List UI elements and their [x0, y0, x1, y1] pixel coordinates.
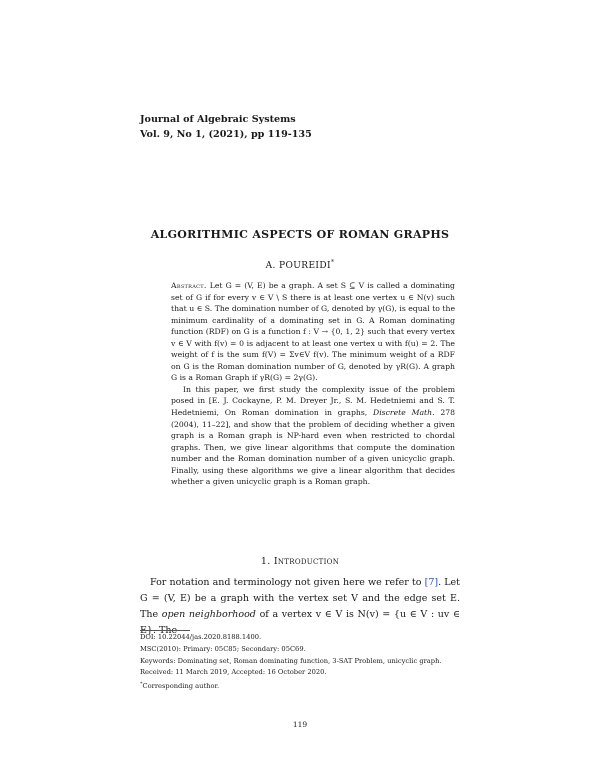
citation-link[interactable]: [7]	[424, 577, 439, 588]
footnote-keywords: Keywords: Dominating set, Roman dominating function, 3-SAT Problem, unicyclic graph.	[140, 656, 442, 665]
intro-text-3: of a vertex v ∈ V is N(v) = {u ∈ V : uv ∈ E}. The	[140, 609, 460, 636]
journal-name: Journal of Algebraic Systems	[140, 114, 296, 125]
footnote-rule	[140, 630, 190, 631]
abstract	[171, 280, 455, 488]
abstract-paragraph-1	[171, 280, 455, 384]
author-mark: *	[330, 259, 335, 266]
intro-text-2: . Let G = (V, E) be a graph with the vertex set V and the edge set E. The	[140, 577, 460, 620]
author-line	[0, 259, 600, 271]
abstract-journal-ref: Discrete Math.	[373, 408, 435, 418]
paper-title: ALGORITHMIC ASPECTS OF ROMAN GRAPHS	[150, 228, 450, 241]
footnotes	[140, 632, 470, 693]
author-name: A. POUREIDI	[265, 261, 331, 271]
abstract-heading: Abstract.	[171, 281, 207, 290]
footnote-corresponding	[140, 679, 470, 693]
page-number: 119	[292, 720, 308, 729]
section-heading: 1. Introduction	[260, 556, 340, 567]
footnote-dates: Received: 11 March 2019, Accepted: 16 October 2020.	[140, 668, 327, 677]
footnote-doi: DOI: 10.22044/jas.2020.8188.1400.	[140, 633, 262, 641]
abstract-text-2b: 278 (2004), 11–22], and show that the problem of deciding whether a given graph is a Roman graph is NP-hard even when restricted to chordal graphs. Then, we give linear algorithms that compute the domination number and the Roman domination number of a given unicyclic graph. Finally, using these algorithms we give a linear algorithm that decides whether a given unicyclic graph is a Roman graph.	[171, 408, 455, 487]
journal-volume: Vol. 9, No 1, (2021), pp 119-135	[140, 129, 312, 140]
abstract-text-1: Let G = (V, E) be a graph. A set S ⊆ V is called a dominating set of G if for every v ∈ V \ S there is at least one vertex u ∈ N(v) such that u ∈ S. The domination number of G, denoted by γ(G), is equal to the minimum cardinality of a dominating set in G. A Roman dominating function (RDF) on G is a function f : V → {0, 1, 2} such that every vertex v ∈ V with f(v) = 0 is adjacent to at least one vertex u with f(u) = 2. The weight of f is the sum f(V) = Σv∈V f(v). The minimum weight of a RDF on G is the Roman domination number of G, denoted by γR(G). A graph G is a Roman Graph if γR(G) = 2γ(G).	[171, 281, 455, 383]
footnote-corresponding-text: Corresponding author.	[142, 682, 220, 691]
abstract-text-2a: In this paper, we first study the complexity issue of the problem posed in [E. J. Cockayne, P. M. Dreyer Jr., S. M. Hedetniemi and S. T. Hedetniemi, On Roman domination in graphs,	[171, 384, 455, 418]
abstract-paragraph-2	[171, 384, 455, 488]
footnote-mark: *	[140, 681, 143, 688]
intro-text-1: For notation and terminology not given here we refer to	[150, 577, 425, 588]
footnote-msc: MSC(2010): Primary: 05C85; Secondary: 05C69.	[140, 644, 306, 653]
intro-term: open neighborhood	[161, 609, 256, 620]
journal-header	[140, 112, 312, 142]
